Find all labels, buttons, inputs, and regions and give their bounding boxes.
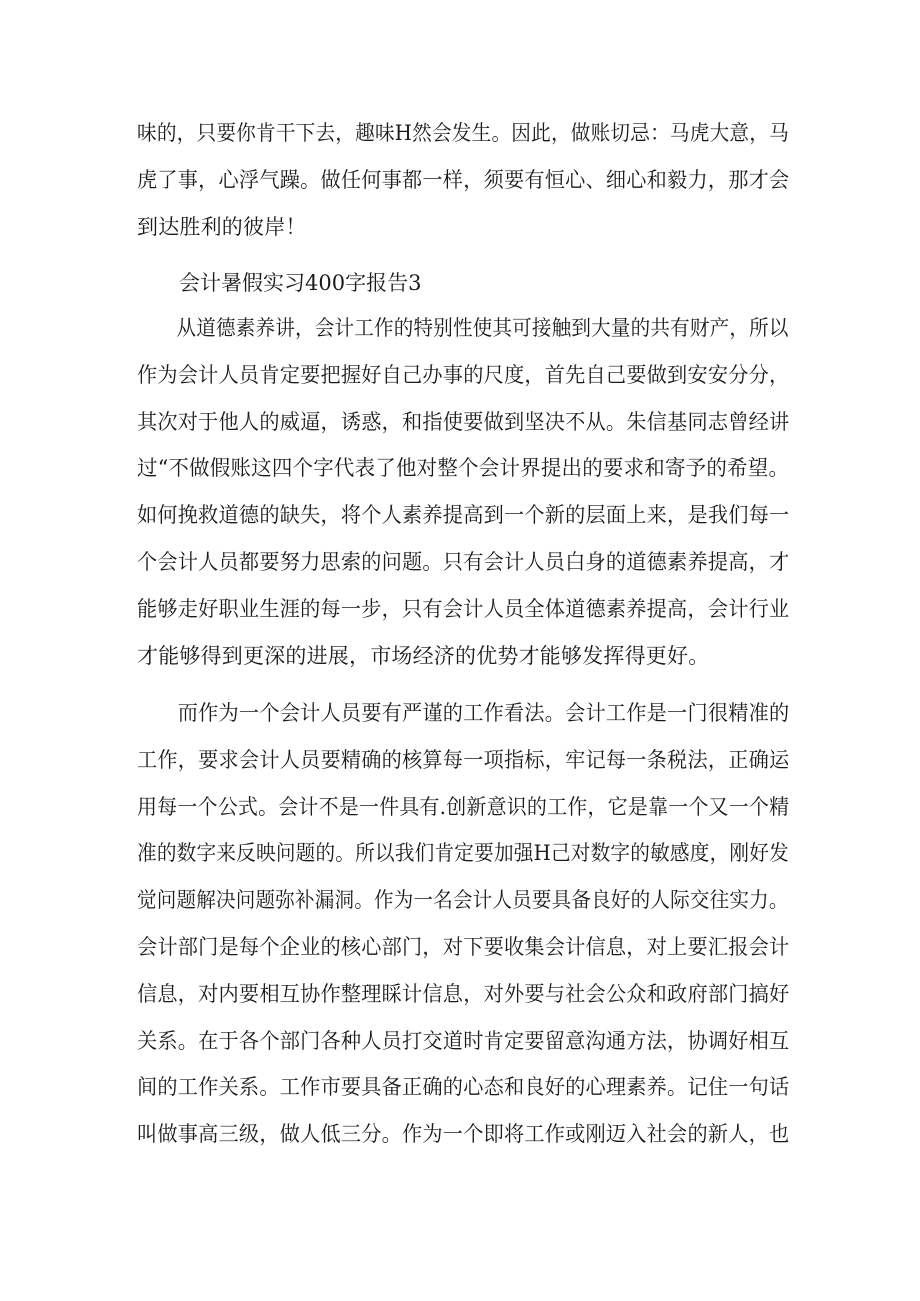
text-line: 信息，对内要相互协作整理睬计信息，对外要与社会公众和政府部门搞好 [137, 981, 790, 1006]
paragraph-intro [137, 110, 789, 250]
text-line: 从道德素养讲，会计工作的特别性使其可接触到大量的共有财产，所以 [137, 316, 789, 340]
text-line: 个会计人员都要努力思索的问题。只有会计人员白身的道德素养提高，才 [137, 549, 790, 574]
text-line: 而作为一个会计人员要有严谨的工作看法。会计工作是一门很精准的 [137, 701, 790, 725]
text-line: 用每一个公式。会计不是一件具有.创新意识的工作，它是靠一个又一个精 [137, 794, 790, 819]
text-line: 其次对于他人的威逼，诱惑，和指使要做到坚决不从。朱信基同志曾经讲 [137, 409, 790, 434]
text-line: 觉问题解决问题弥补漏洞。作为一名会计人员要具备良好的人际交往实力。 [137, 888, 789, 913]
text-line: 间的工作关系。工作市要具备正确的心态和良好的心理素养。记住一句话 [137, 1075, 790, 1100]
text-line: 到达胜利的彼岸！ [137, 214, 307, 239]
text-line: 工作，要求会计人员要精确的核算每一项指标，牢记每一条税法，正确运 [137, 747, 790, 772]
text-line: 虎了事，心浮气躁。做任何事都一样，须要有恒心、细心和毅力，那才会 [137, 167, 790, 192]
text-line: 关系。在于各个部门各种人员打交道时肯定要留意沟通方法，协调好相互 [137, 1028, 790, 1053]
text-line: 味的，只要你肯干下去，趣味H然会发生。因此，做账切忌：马虎大意，马 [137, 121, 789, 145]
text-line: 如何挽救道德的缺失，将个人素养提高到一个新的层面上来，是我们每一 [137, 503, 790, 528]
text-line: 过“不做假账这四个字代表了他对整个会计界提出的要求和寄予的希望。 [137, 456, 790, 481]
paragraph-ethics [137, 305, 789, 679]
text-line: 才能够得到更深的进展，市场经济的优势才能够发挥得更好。 [137, 643, 710, 668]
section-heading: 会计暑假实习400字报告3 [179, 271, 422, 295]
paragraph-attitude [137, 690, 789, 1158]
text-line: 作为会计人员肯定要把握好自己办事的尺度，首先自己要做到安安分分， [137, 362, 790, 387]
text-line: 能够走好职业生涯的每一步，只有会计人员全体道德素养提高，会计行业 [137, 596, 790, 621]
text-line: 准的数字来反映问题的。所以我们肯定要加强H己对数字的敏感度，刚好发 [137, 841, 789, 866]
text-line: 叫做事高三级，做人低三分。作为一个即将工作或刚迈入社会的新人，也 [137, 1122, 790, 1147]
text-line: 会计部门是每个企业的核心部门，对下要收集会计信息，对上要汇报会计 [137, 934, 790, 959]
